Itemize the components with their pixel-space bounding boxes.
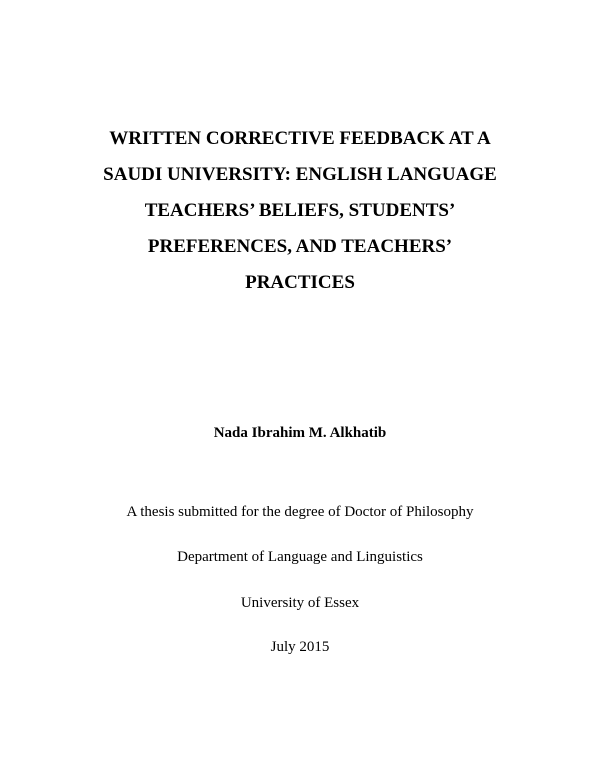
degree-statement: A thesis submitted for the degree of Doctor of Philosophy <box>126 504 474 520</box>
university-name: University of Essex <box>240 595 360 611</box>
submission-date: July 2015 <box>270 639 330 655</box>
thesis-title-line-5: PRACTICES <box>245 272 355 293</box>
thesis-title <box>60 121 540 301</box>
thesis-title-line-4: PREFERENCES, AND TEACHERS’ <box>147 236 453 257</box>
author-name: Nada Ibrahim M. Alkhatib <box>213 425 387 441</box>
thesis-title-line-1: WRITTEN CORRECTIVE FEEDBACK AT A <box>109 128 491 149</box>
thesis-title-line-3: TEACHERS’ BELIEFS, STUDENTS’ <box>144 200 456 221</box>
thesis-title-line-2: SAUDI UNIVERSITY: ENGLISH LANGUAGE <box>103 164 497 185</box>
department-name: Department of Language and Linguistics <box>177 549 423 565</box>
